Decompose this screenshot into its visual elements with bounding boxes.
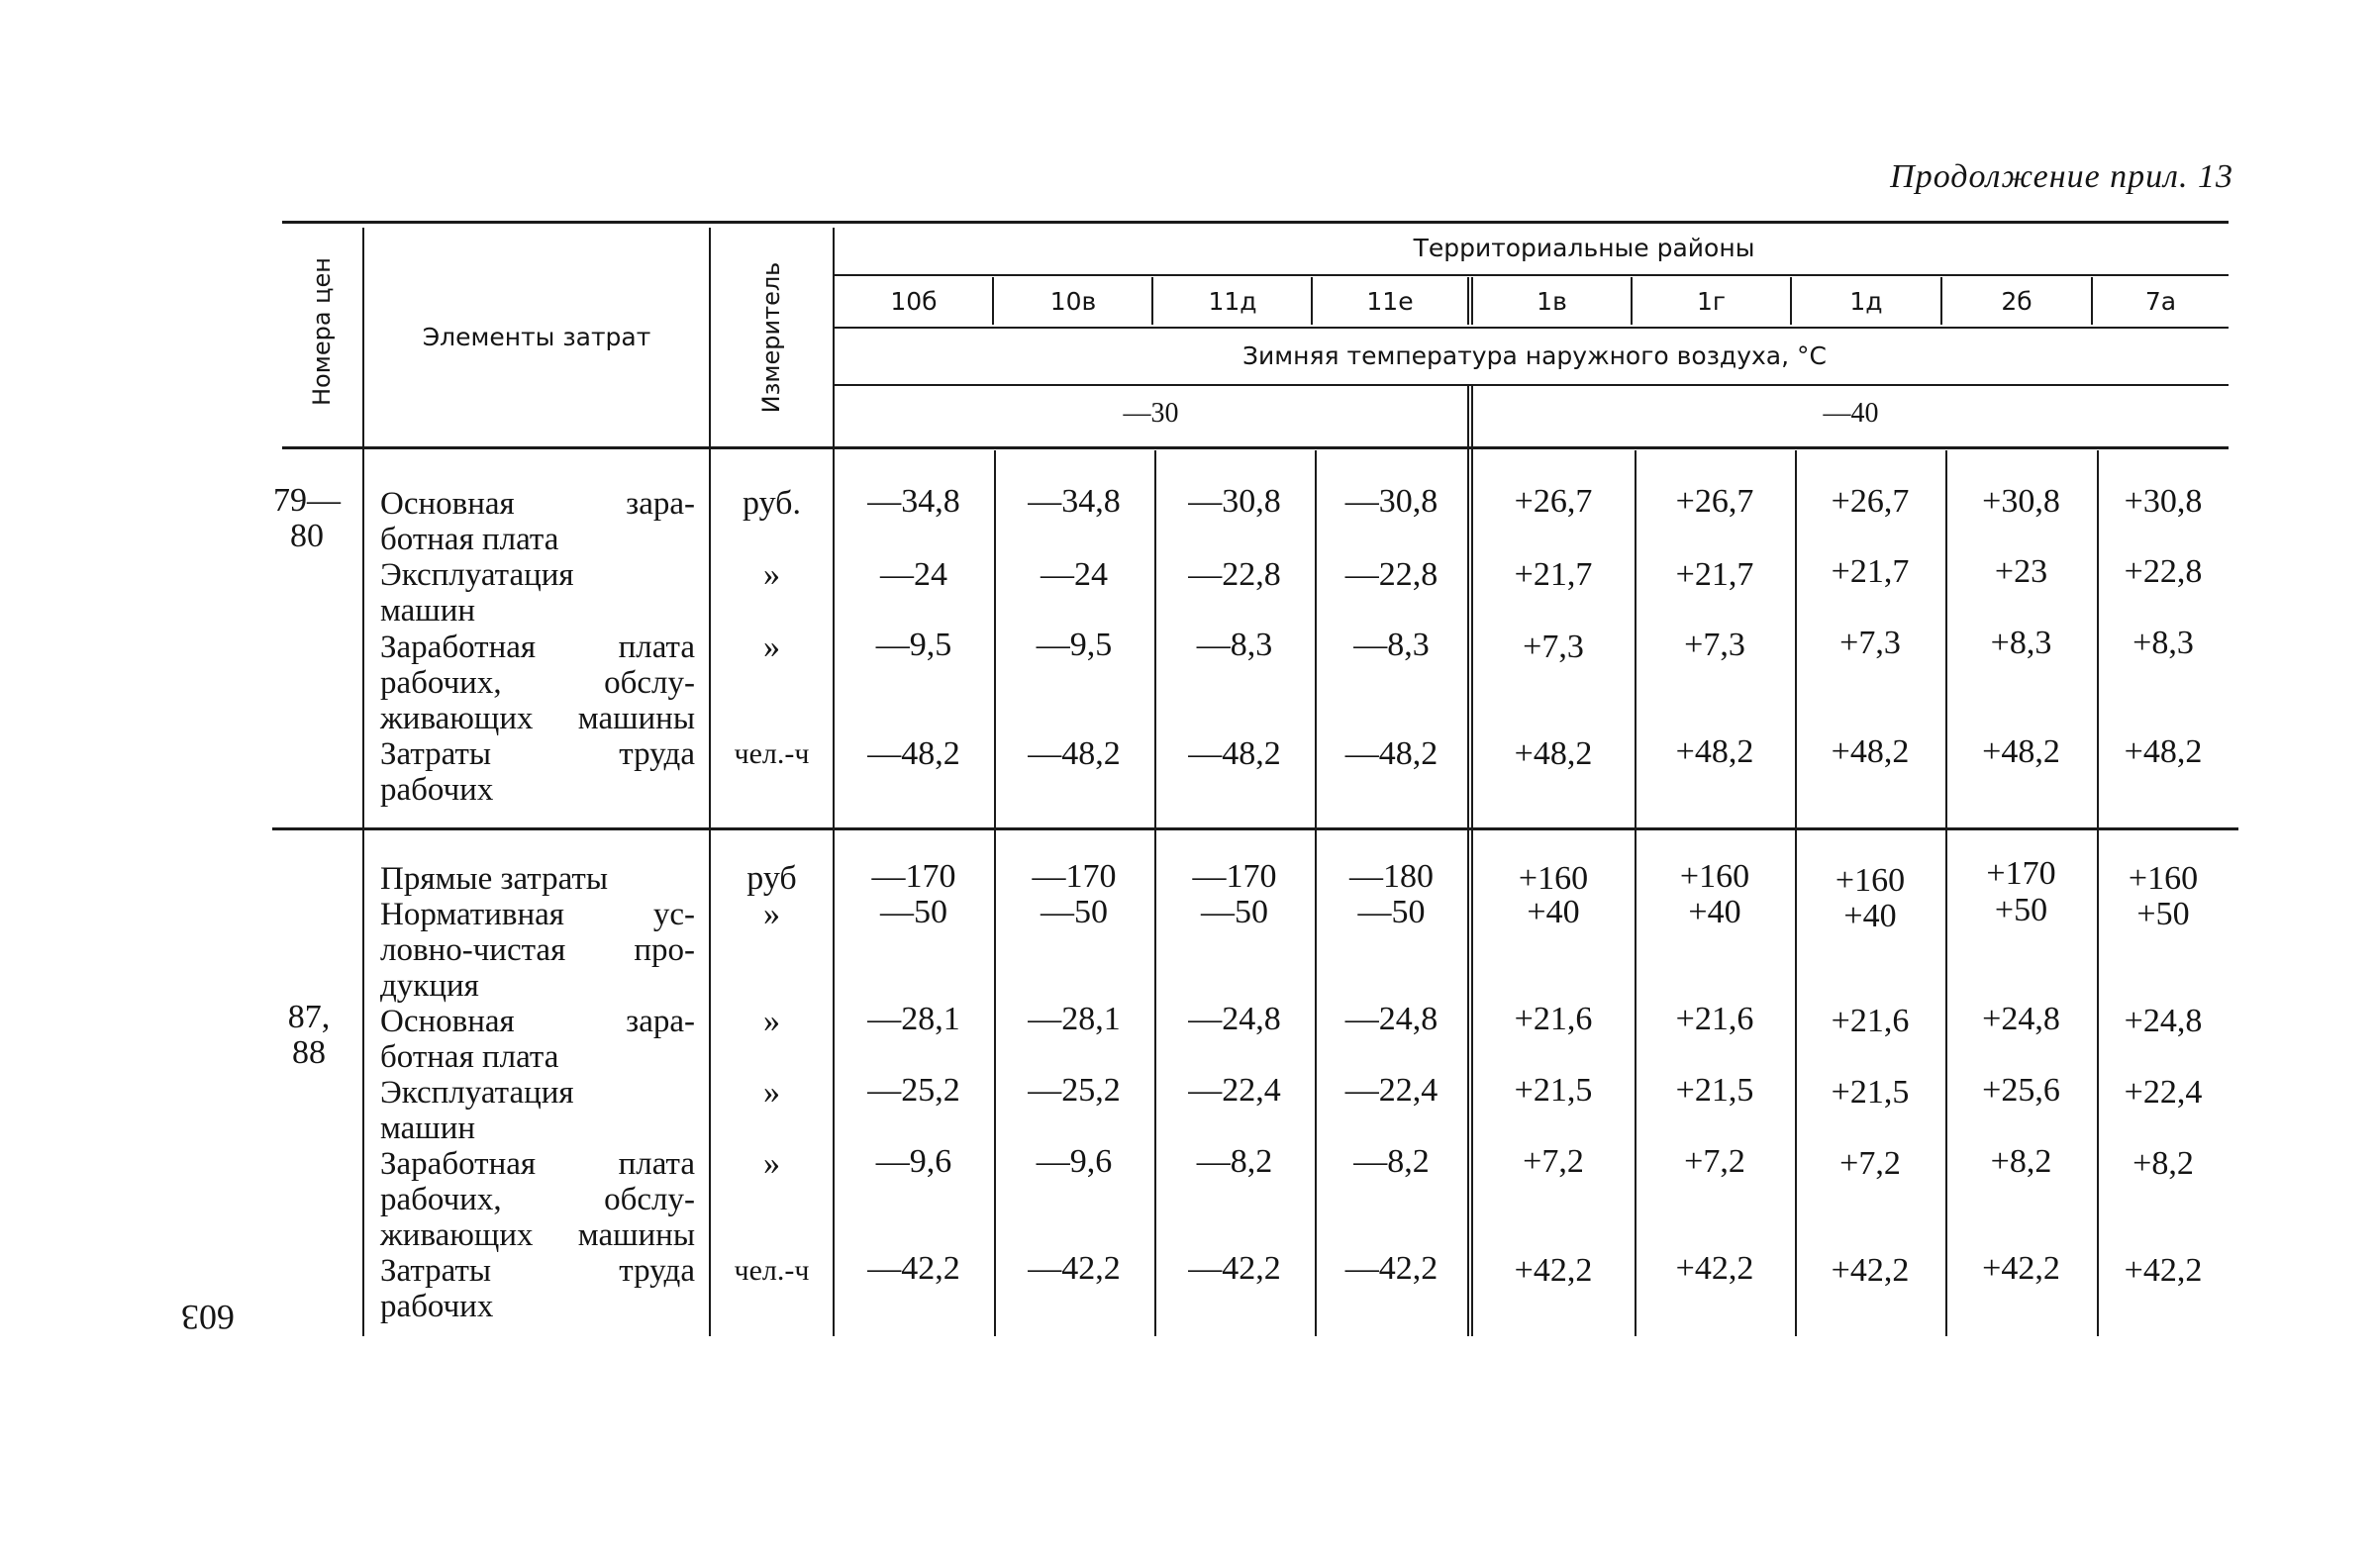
page-number: 603: [181, 1298, 235, 1337]
value-cell: +21,6: [1514, 1001, 1593, 1037]
value-cell: +8,2: [1990, 1143, 2052, 1180]
element-text: Основная зара- ботная плата: [380, 486, 695, 557]
value-cell: +26,7: [1514, 483, 1593, 520]
value-cell: +40: [1843, 898, 1897, 934]
header-elements: Элементы затрат: [422, 323, 651, 351]
element-text: Основная зара- ботная плата: [380, 1004, 695, 1075]
value-cell: —34,8: [867, 483, 960, 520]
value-cell: +42,2: [1982, 1250, 2060, 1287]
value-cell: +21,7: [1831, 553, 1910, 590]
value-cell: —50: [1357, 894, 1426, 930]
value-cell: +48,2: [1831, 733, 1910, 770]
value-cell: +21,5: [1514, 1072, 1593, 1109]
section-divider-rule: [272, 827, 2238, 830]
value-cell: —25,2: [867, 1072, 960, 1109]
value-cell: +25,6: [1982, 1072, 2060, 1109]
temp-rule: [835, 384, 2229, 386]
value-cell: +42,2: [1514, 1252, 1593, 1289]
unit-cell: »: [763, 896, 780, 932]
header-unit: Измеритель: [757, 261, 785, 414]
element-text: Эксплуатация машин: [380, 557, 574, 629]
value-cell: +50: [1994, 892, 2048, 928]
value-cell: —28,1: [1028, 1001, 1121, 1037]
value-cell: +48,2: [1675, 733, 1754, 770]
value-cell: —22,4: [1344, 1072, 1438, 1109]
value-cell: +26,7: [1675, 483, 1754, 520]
value-cell: +8,3: [2132, 625, 2194, 661]
value-cell: —9,5: [1036, 627, 1113, 663]
value-cell: —48,2: [867, 735, 960, 772]
table-top-rule: [282, 221, 2229, 224]
value-cell: —42,2: [867, 1250, 960, 1287]
value-cell: +160: [2128, 860, 2199, 897]
value-cell: +23: [1994, 553, 2048, 590]
value-cell: —48,2: [1028, 735, 1121, 772]
unit-cell: руб: [746, 860, 797, 897]
value-cell: —50: [1201, 894, 1268, 930]
value-cell: —30,8: [1344, 483, 1438, 520]
value-cell: +21,7: [1675, 556, 1754, 593]
value-cell: —9,6: [1036, 1143, 1113, 1180]
value-cell: +42,2: [1675, 1250, 1754, 1287]
header-bottom-rule: [282, 446, 2229, 449]
value-cell: +7,3: [1684, 627, 1745, 663]
value-cell: +24,8: [2124, 1003, 2203, 1039]
value-cell: —28,1: [867, 1001, 960, 1037]
value-cell: —34,8: [1028, 483, 1121, 520]
value-cell: +40: [1688, 894, 1741, 930]
element-text: Заработная плата рабочих, обслу- живающих машины: [380, 1146, 695, 1253]
value-cell: —30,8: [1188, 483, 1281, 520]
value-cell: —24,8: [1188, 1001, 1281, 1037]
value-cell: +48,2: [1514, 735, 1593, 772]
value-cell: —24: [880, 556, 947, 593]
region-label: 11д: [1208, 287, 1257, 316]
value-cell: +7,2: [1839, 1145, 1901, 1182]
value-cell: +21,5: [1675, 1072, 1754, 1109]
value-cell: +22,4: [2124, 1074, 2203, 1111]
price-numbers: [257, 483, 356, 554]
region-label: 11е: [1366, 287, 1414, 316]
unit-cell: »: [763, 1145, 780, 1182]
value-cell: —8,2: [1353, 1143, 1430, 1180]
temp-group-30: —30: [1123, 398, 1179, 429]
value-cell: +160: [1835, 862, 1906, 899]
value-cell: +21,6: [1675, 1001, 1754, 1037]
value-cell: —170: [871, 858, 956, 895]
value-cell: —50: [1041, 894, 1108, 930]
unit-cell: руб.: [743, 485, 801, 522]
value-cell: +7,2: [1523, 1143, 1584, 1180]
price-number-line: 87,: [287, 999, 331, 1035]
element-text: Прямые затраты: [380, 861, 609, 897]
value-cell: +30,8: [2124, 483, 2203, 520]
value-cell: —48,2: [1188, 735, 1281, 772]
value-cell: —42,2: [1344, 1250, 1438, 1287]
value-cell: —9,5: [875, 627, 952, 663]
value-cell: +7,3: [1523, 629, 1584, 665]
value-cell: +42,2: [2124, 1252, 2203, 1289]
unit-cell: »: [763, 1003, 780, 1039]
value-cell: —9,6: [875, 1143, 952, 1180]
unit-cell: »: [763, 629, 780, 665]
price-numbers: [259, 1000, 358, 1071]
unit-cell: чел.-ч: [734, 1254, 810, 1287]
header-winter-temp: Зимняя температура наружного воздуха, °С: [1242, 341, 1827, 370]
value-cell: —180: [1349, 858, 1434, 895]
value-cell: —42,2: [1188, 1250, 1281, 1287]
value-cell: +8,3: [1990, 625, 2052, 661]
region-label: 2б: [2001, 287, 2033, 316]
value-cell: +26,7: [1831, 483, 1910, 520]
element-text: Затраты труда рабочих: [380, 1253, 695, 1324]
region-label: 10б: [890, 287, 938, 316]
value-cell: +160: [1518, 860, 1589, 897]
value-cell: —25,2: [1028, 1072, 1121, 1109]
value-cell: +24,8: [1982, 1001, 2060, 1037]
element-text: Эксплуатация машин: [380, 1075, 574, 1146]
value-cell: —170: [1032, 858, 1117, 895]
unit-cell: чел.-ч: [734, 737, 810, 770]
value-cell: —24: [1041, 556, 1108, 593]
value-cell: +7,3: [1839, 625, 1901, 661]
value-cell: +48,2: [1982, 733, 2060, 770]
value-cell: +7,2: [1684, 1143, 1745, 1180]
value-cell: +170: [1986, 855, 2056, 892]
vrule-price-elem: [362, 228, 364, 1336]
value-cell: +21,5: [1831, 1074, 1910, 1111]
value-cell: +8,2: [2132, 1145, 2194, 1182]
value-cell: —48,2: [1344, 735, 1438, 772]
price-number-line: 80: [290, 518, 324, 554]
value-cell: +48,2: [2124, 733, 2203, 770]
regions-rule: [835, 274, 2229, 276]
value-cell: +22,8: [2124, 553, 2203, 590]
appendix-caption: Продолжение прил. 13: [1890, 158, 2233, 195]
unit-cell: »: [763, 1074, 780, 1111]
value-cell: —8,2: [1196, 1143, 1273, 1180]
value-cell: +30,8: [1982, 483, 2060, 520]
value-cell: +21,7: [1514, 556, 1593, 593]
unit-cell: »: [763, 556, 780, 593]
region-label: 7а: [2144, 287, 2177, 316]
value-cell: —8,3: [1353, 627, 1430, 663]
header-price-numbers: Номера цен: [308, 257, 336, 406]
element-text: Заработная плата рабочих, обслу- живающих машины: [380, 629, 695, 736]
value-cell: +50: [2136, 896, 2190, 932]
value-cell: +21,6: [1831, 1003, 1910, 1039]
header-territorial-regions: Территориальные районы: [1413, 234, 1755, 262]
region-label: 10в: [1049, 287, 1097, 316]
element-text: Нормативная ус- ловно-чистая про- дукция: [380, 897, 695, 1004]
value-cell: +42,2: [1831, 1252, 1910, 1289]
element-text: Затраты труда рабочих: [380, 736, 695, 808]
temp-group-40: —40: [1823, 398, 1879, 429]
value-cell: +160: [1679, 858, 1750, 895]
value-cell: —8,3: [1196, 627, 1273, 663]
price-number-line: 79—: [273, 482, 341, 519]
region-label: 1д: [1849, 287, 1883, 316]
value-cell: —22,8: [1188, 556, 1281, 593]
value-cell: +40: [1527, 894, 1580, 930]
region-label: 1в: [1537, 287, 1567, 316]
value-cell: —22,8: [1344, 556, 1438, 593]
price-number-line: 88: [292, 1034, 326, 1071]
value-cell: —50: [880, 894, 947, 930]
value-cell: —22,4: [1188, 1072, 1281, 1109]
region-label: 1г: [1696, 287, 1727, 316]
value-cell: —170: [1192, 858, 1277, 895]
regions-bottom-rule: [835, 327, 2229, 329]
value-cell: —42,2: [1028, 1250, 1121, 1287]
value-cell: —24,8: [1344, 1001, 1438, 1037]
